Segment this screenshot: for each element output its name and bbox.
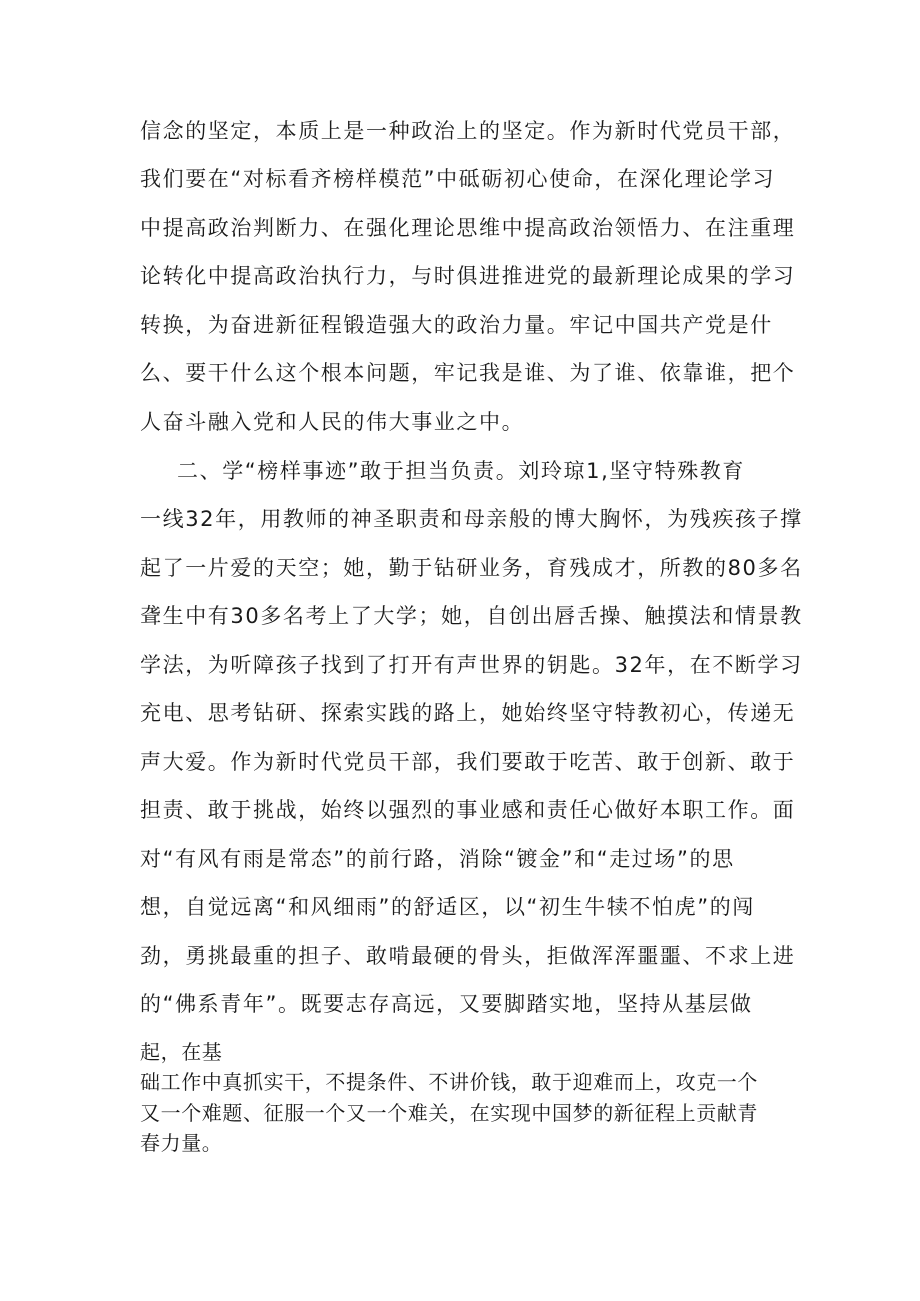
text-line: 对“有风有雨是常态”的前行路，消除“镀金”和“走过场”的思 — [140, 847, 735, 871]
text-line: 聋生中有30多名考上了大学；她，自创出唇舌操、触摸法和情景教 — [140, 604, 803, 628]
text-line: 起了一片爱的天空；她，勤于钻研业务，育残成才，所教的80多名 — [140, 556, 803, 580]
text-line: 论转化中提高政治执行力，与时俱进推进党的最新理论成果的学习 — [140, 264, 796, 288]
text-line: 起，在基 — [140, 1040, 223, 1064]
text-line: 础工作中真抓实干，不提条件、不讲价钱，敢于迎难而上，攻克一个 — [140, 1070, 758, 1094]
section-heading-line: 二、学“榜样事迹”敢于担当负责。刘玲琼1,坚守特殊教育 — [177, 459, 745, 483]
text-line: 声大爱。作为新时代党员干部，我们要敢于吃苦、敢于创新、敢于 — [140, 750, 796, 774]
text-line: 学法，为听障孩子找到了打开有声世界的钥匙。32年，在不断学习 — [140, 653, 803, 677]
text-line: 的“佛系青年”。既要志存高远，又要脚踏实地，坚持从基层做 — [140, 992, 753, 1016]
text-line: 春力量。 — [140, 1131, 223, 1155]
text-line: 充电、思考钻研、探索实践的路上，她始终坚守特教初心，传递无 — [140, 701, 796, 725]
text-line: 信念的坚定，本质上是一种政治上的坚定。作为新时代党员干部， — [140, 119, 796, 143]
text-line: 担责、敢于挑战，始终以强烈的事业感和责任心做好本职工作。面 — [140, 798, 796, 822]
text-line: 我们要在“对标看齐榜样模范”中砥砺初心使命，在深化理论学习 — [140, 167, 776, 191]
text-line: 劲，勇挑最重的担子、敢啃最硬的骨头，拒做浑浑噩噩、不求上进 — [140, 944, 796, 968]
text-line: 又一个难题、征服一个又一个难关，在实现中国梦的新征程上贡献青 — [140, 1101, 758, 1125]
text-line: 人奋斗融入党和人民的伟大事业之中。 — [140, 410, 525, 434]
text-line: 转换，为奋进新征程锻造强大的政治力量。牢记中国共产党是什 — [140, 313, 773, 337]
text-line: 一线32年，用教师的神圣职责和母亲般的博大胸怀，为残疾孩子撑 — [140, 507, 803, 531]
text-line: 想，自觉远离“和风细雨”的舒适区，以“初生牛犊不怕虎”的闯 — [140, 895, 755, 919]
text-line: 中提高政治判断力、在强化理论思维中提高政治领悟力、在注重理 — [140, 216, 796, 240]
text-line: 么、要干什么这个根本问题，牢记我是谁、为了谁、依靠谁，把个 — [140, 361, 796, 385]
